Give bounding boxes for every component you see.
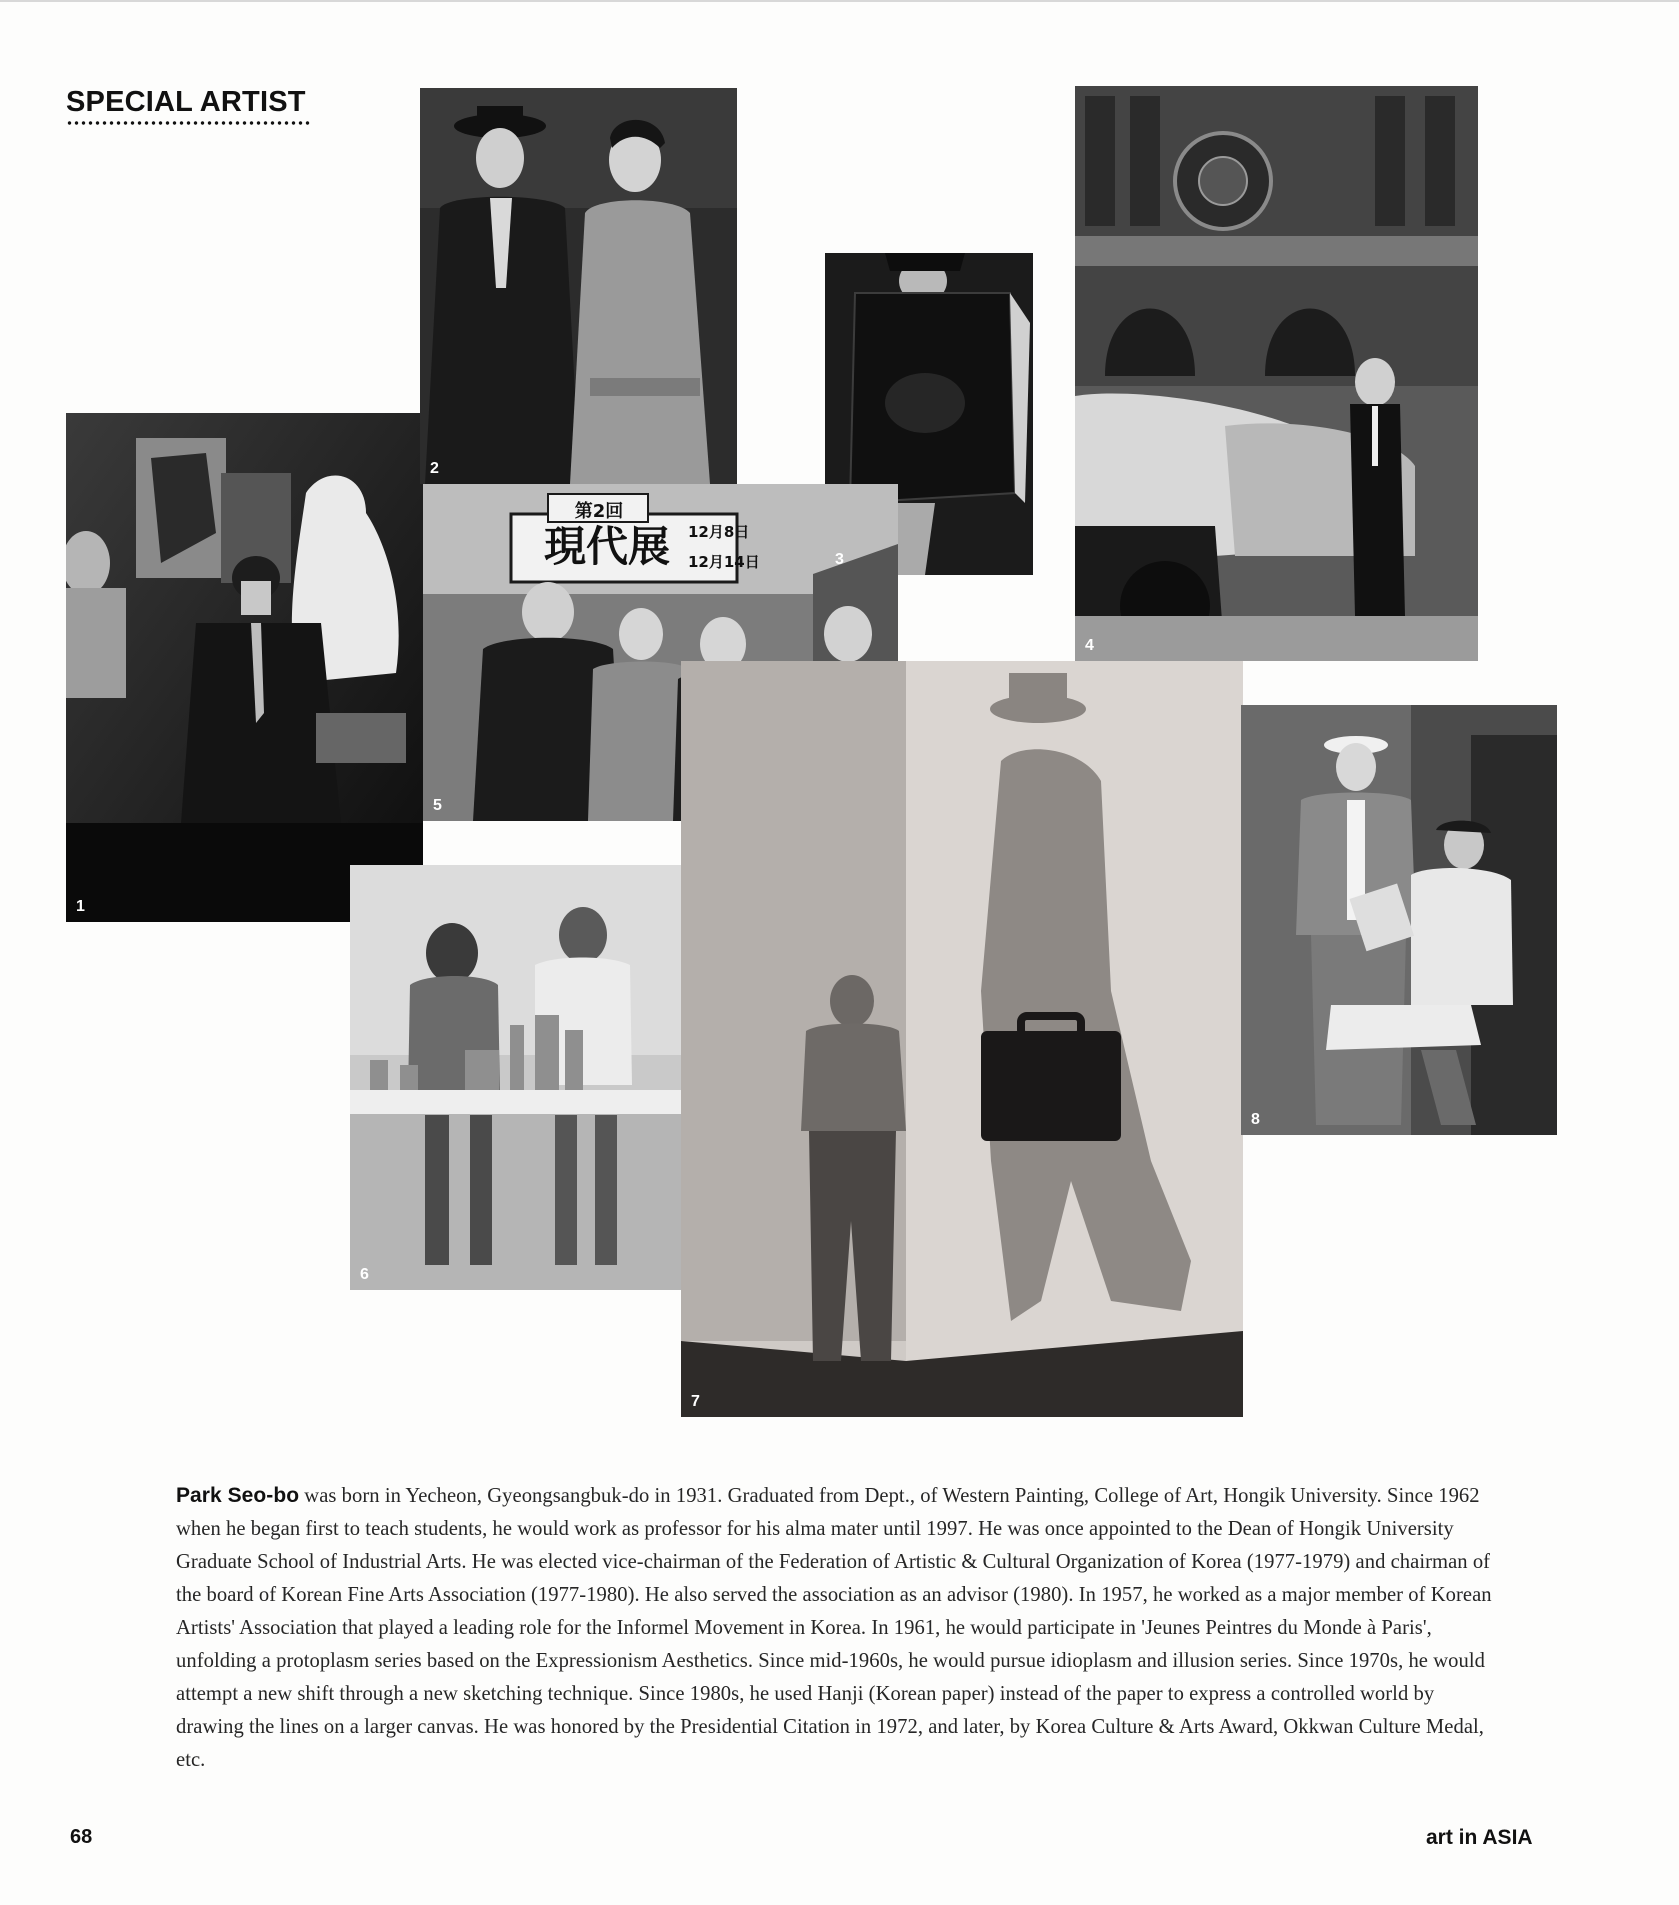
artist-name: Park Seo-bo [176, 1484, 300, 1507]
artist-bio [176, 1479, 1506, 1777]
photo-1 [66, 413, 423, 922]
exhibition-banner-date-start: 12月8日 [688, 523, 750, 541]
section-dotted-underline [66, 120, 312, 126]
photo-number: 6 [360, 1266, 369, 1283]
photo-7 [681, 661, 1243, 1417]
photo-8 [1241, 705, 1557, 1135]
artist-bio-text: was born in Yecheon, Gyeongsangbuk-do in 1931. Graduated from Dept., of Western Painting, College of Art, Hongik University. Since 1962 when he began first to teach students, he would work as professor for his alma mater until 1997. He was once appointed to the Dean of Hongik University Graduate School of Industrial Arts. He was elected vice-chairman of the Federation of Artistic & Cultural Organization of Korea (1977-1979) and chairman of the board of Korean Fine Arts Association (1977-1980). He also served the association as an advisor (1980). In 1957, he worked as a major member of Korean Artists' Association that played a leading role for the Informel Movement in Korea. In 1961, he would participate in 'Jeunes Peintres du Monde à Paris', unfolding a protoplasm series based on the Expressionism Aesthetics. Since mid-1960s, he would pursue idioplasm and illusion series. Since 1970s, he would attempt a new shift through a new sketching technique. Since 1980s, he used Hanji (Korean paper) instead of the paper to express a controlled world by drawing the lines on a larger canvas. He was honored by the Presidential Citation in 1972, and later, by Korea Culture & Arts Award, Okkwan Culture Medal, etc. [176, 1485, 1492, 1771]
photo-6 [350, 865, 681, 1290]
photo-1-image [66, 413, 423, 922]
photo-2-image [420, 88, 737, 484]
exhibition-banner-title: 現代展 [543, 522, 670, 571]
photo-6-image [350, 865, 681, 1290]
exhibition-banner-date-end: 12月14日 [688, 553, 760, 571]
photo-2 [420, 88, 737, 484]
photo-number: 1 [76, 898, 85, 915]
exhibition-banner-top: 第2回 [574, 501, 624, 522]
photo-7-image [681, 661, 1243, 1417]
photo-number: 5 [433, 797, 442, 814]
top-rule [0, 0, 1679, 2]
photo-number: 8 [1251, 1111, 1260, 1128]
photo-number: 4 [1085, 637, 1094, 654]
photo-number: 2 [430, 460, 439, 477]
magazine-title: art in ASIA [1426, 1826, 1533, 1849]
photo-8-image [1241, 705, 1557, 1135]
photo-number: 7 [691, 1393, 700, 1410]
photo-4 [1075, 86, 1478, 661]
section-label: SPECIAL ARTIST [66, 86, 306, 118]
page-number: 68 [70, 1826, 93, 1848]
photo-number: 3 [835, 551, 844, 568]
photo-4-image [1075, 86, 1478, 661]
